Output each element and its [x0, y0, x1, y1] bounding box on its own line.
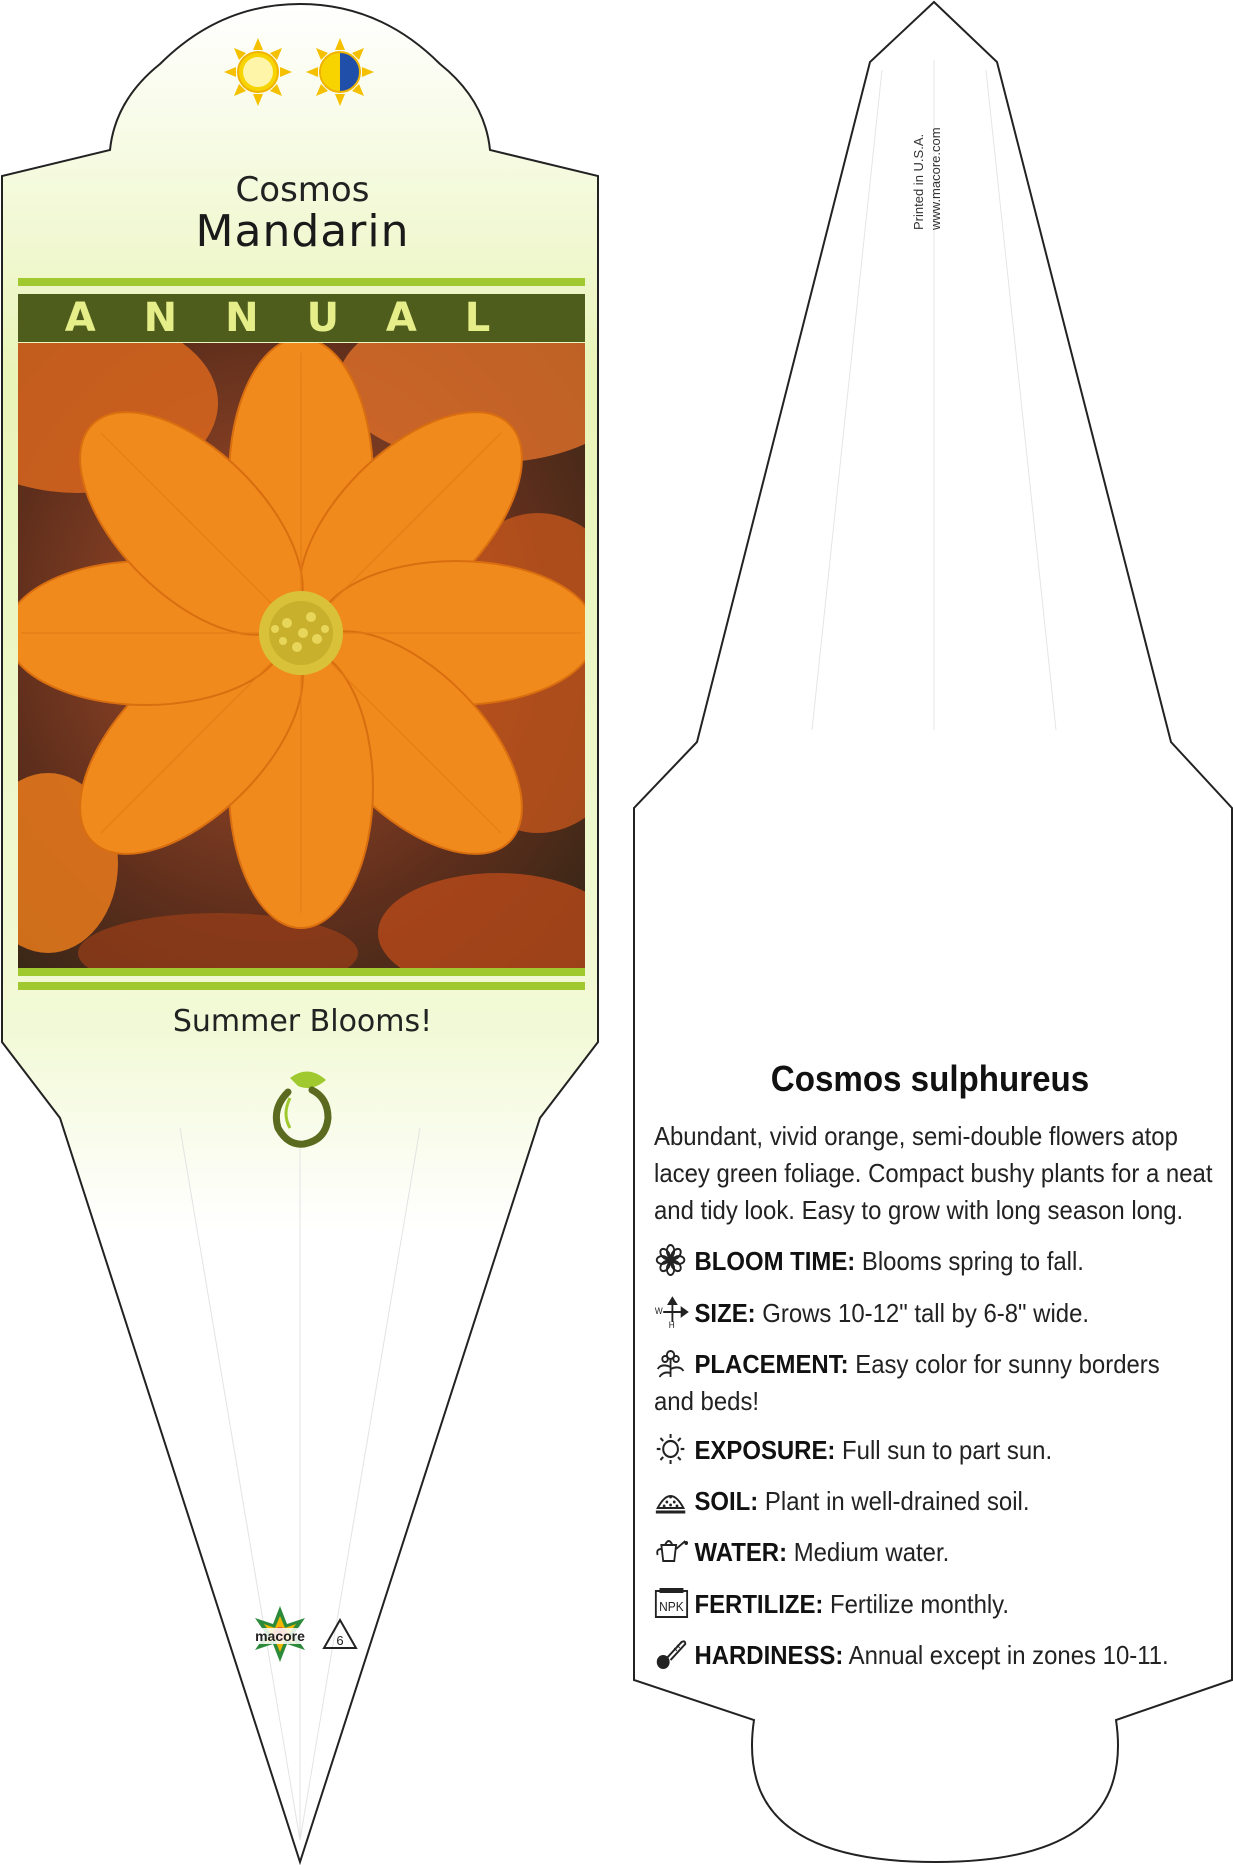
bottom-divider-line-2: [18, 982, 585, 990]
top-divider-line: [18, 278, 585, 286]
soil-icon: [654, 1484, 689, 1516]
printed-line-2: www.macore.com: [928, 127, 943, 230]
placement-plant-icon: [654, 1347, 689, 1379]
full-sun-icon: [224, 38, 292, 106]
attribute-bloom-time: BLOOM TIME: Blooms spring to fall.: [654, 1243, 1206, 1280]
size-arrows-icon: [654, 1296, 689, 1328]
svg-text:W: W: [654, 1305, 663, 1317]
bottom-divider-line-1: [18, 968, 585, 976]
brand-logo: [244, 1604, 362, 1666]
part-sun-icon: [306, 38, 374, 106]
watering-can-icon: [654, 1535, 689, 1567]
flower-photo: [18, 343, 585, 968]
seedling-logo-icon: [268, 1068, 336, 1148]
back-tag-outline: [634, 2, 1232, 1862]
sun-exposure-icon: [654, 1433, 689, 1465]
svg-text:H: H: [668, 1319, 675, 1328]
attribute-fertilize: NPK FERTILIZE: Fertilize monthly.: [654, 1586, 1206, 1623]
variety-name: Mandarin: [195, 206, 410, 257]
attribute-hardiness: HARDINESS: Annual except in zones 10-11.: [654, 1637, 1206, 1674]
attribute-placement: PLACEMENT: Easy color for sunny borders and beds!: [654, 1349, 1160, 1416]
brand-name: macore: [255, 1628, 305, 1644]
common-name: Cosmos: [235, 170, 370, 210]
npk-fertilizer-icon: [654, 1587, 689, 1619]
category-banner: ANNUAL: [18, 294, 585, 342]
plant-description: Abundant, vivid orange, semi-double flowers atop lacey green foliage. Compact bushy plants for a neat and tidy look. Easy to grow with long season long.: [654, 1121, 1213, 1225]
attribute-size: W H SIZE: Grows 10-12" tall by 6-8" wide.: [654, 1295, 1206, 1332]
attribute-water: WATER: Medium water.: [654, 1534, 1206, 1571]
botanical-name: Cosmos sulphureus: [770, 1058, 1090, 1099]
sun-exposure-icons: [220, 36, 380, 108]
attribute-soil: SOIL: Plant in well-drained soil.: [654, 1483, 1206, 1520]
tagline: Summer Blooms!: [172, 1004, 433, 1039]
bloom-flower-icon: [654, 1244, 689, 1276]
recycle-code: 6: [336, 1633, 344, 1648]
recycle-icon: [324, 1620, 356, 1648]
thermometer-icon: [654, 1638, 689, 1670]
attribute-exposure: EXPOSURE: Full sun to part sun.: [654, 1432, 1206, 1469]
printed-in-note: [910, 90, 950, 240]
printed-line-1: Printed in U.S.A.: [911, 133, 926, 230]
svg-text:NPK: NPK: [659, 1599, 684, 1615]
